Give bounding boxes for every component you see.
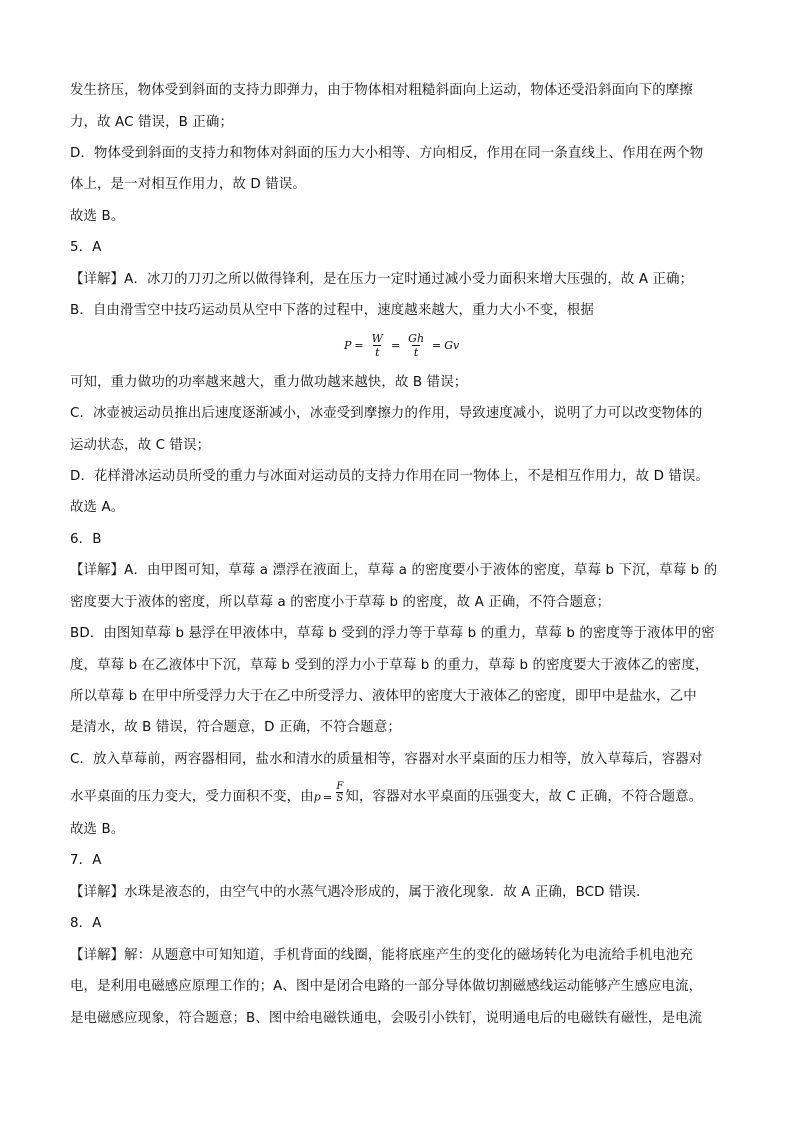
text-line: 力，故 AC 错误，B 正确； (70, 115, 233, 130)
power-formula (0, 326, 794, 366)
text-line: 是清水，故 B 错误，符合题意，D 正确，不符合题意； (70, 720, 401, 735)
text-line: 故选 A。 (70, 500, 125, 515)
text-line: D．花样滑冰运动员所受的重力与冰面对运动员的支持力作用在同一物体上，不是相互作用力，故 D 错误。 (70, 469, 710, 484)
text-line: 【详解】A．由甲图可知，草莓 a 漂浮在液面上，草莓 a 的密度要小于液体的密度，草莓 b 下沉，草莓 b 的 (70, 563, 718, 578)
fraction-numerator: F (336, 781, 344, 792)
fraction-denominator: t (375, 346, 380, 359)
text-line: C．冰壶被运动员推出后速度逐渐减小，冰壶受到摩擦力的作用，导致速度减小，说明了力可以改变物体的 (70, 406, 703, 421)
fraction-numerator: Gh (408, 332, 425, 345)
question-number: 7．A (70, 853, 102, 868)
formula-symbol: Gv (444, 339, 460, 352)
formula-operator: = (354, 339, 364, 352)
formula-operator: = (390, 339, 401, 352)
question-number: 8．A (70, 916, 102, 931)
text-segment: 水平桌面的压力变大，受力面积不变，由 (70, 789, 314, 805)
text-line-with-formula (70, 781, 730, 808)
fraction (406, 332, 426, 359)
formula-operator: = (432, 339, 442, 352)
text-line: 【详解】A．冰刀的刀刃之所以做得锋利，是在压力一定时通过减小受力面积来增大压强的，故 A 正确； (70, 272, 694, 287)
text-line: 是电磁感应现象，符合题意；B、图中给电磁铁通电，会吸引小铁钉，说明通电后的电磁铁有磁性，是电流 (70, 1011, 703, 1026)
pressure-fraction (336, 781, 343, 804)
text-line: 度，草莓 b 在乙液体中下沉，草莓 b 受到的浮力小于草莓 b 的重力，草莓 b 的密度要大于液体乙的密度， (70, 658, 709, 673)
fraction-denominator: S (336, 793, 344, 804)
text-segment: 知，容器对水平桌面的压强变大，故 C 正确，不符合题意。 (345, 789, 703, 805)
text-line: 【详解】水珠是液态的，由空气中的水蒸气遇冷形成的，属于液化现象．故 A 正确，BCD 错误． (70, 885, 650, 900)
text-line: C．放入草莓前，两容器相同，盐水和清水的质量相等，容器对水平桌面的压力相等，放入草莓后，容器对 (70, 752, 703, 767)
question-number: 5．A (70, 240, 102, 255)
text-line: 体上，是一对相互作用力，故 D 错误。 (70, 177, 306, 192)
fraction-denominator: t (413, 346, 419, 359)
question-number: 6．B (70, 532, 102, 547)
text-line: 电，是利用电磁感应原理工作的；A、图中是闭合电路的一部分导体做切割磁感线运动能够产生感应电流， (70, 979, 703, 994)
text-line: BD．由图知草莓 b 悬浮在甲液体中，草莓 b 受到的浮力等于草莓 b 的重力，草莓 b 的密度等于液体甲的密 (70, 626, 715, 641)
text-line: 【详解】解：从题意中可知知道，手机背面的线圈，能将底座产生的变化的磁场转化为电流给手机电池充 (70, 948, 693, 963)
text-line: 发生挤压，物体受到斜面的支持力即弹力，由于物体相对粗糙斜面向上运动，物体还受沿斜面向下的摩擦 (70, 83, 693, 98)
formula-symbol: P (344, 339, 352, 352)
text-line: 故选 B。 (70, 822, 125, 837)
formula-symbol: p (313, 790, 321, 804)
text-line: 运动状态，故 C 错误； (70, 438, 211, 453)
text-line: 密度要大于液体的密度，所以草莓 a 的密度小于草莓 b 的密度，故 A 正确，不符合题意； (70, 595, 611, 610)
text-line: 所以草莓 b 在甲中所受浮力大于在乙中所受浮力、液体甲的密度大于液体乙的密度，即甲中是盐水，乙中 (70, 689, 697, 704)
text-line: B．自由滑雪空中技巧运动员从空中下落的过程中，速度越来越大，重力大小不变，根据 (70, 303, 594, 318)
fraction (370, 332, 385, 359)
text-line: D．物体受到斜面的支持力和物体对斜面的压力大小相等、方向相反，作用在同一条直线上、作用在两个物 (70, 146, 704, 161)
text-line: 可知，重力做功的功率越来越大，重力做功越来越快，故 B 错误； (70, 375, 468, 390)
formula-operator: = (322, 790, 333, 804)
text-line: 故选 B。 (70, 209, 125, 224)
fraction-numerator: W (371, 332, 383, 345)
